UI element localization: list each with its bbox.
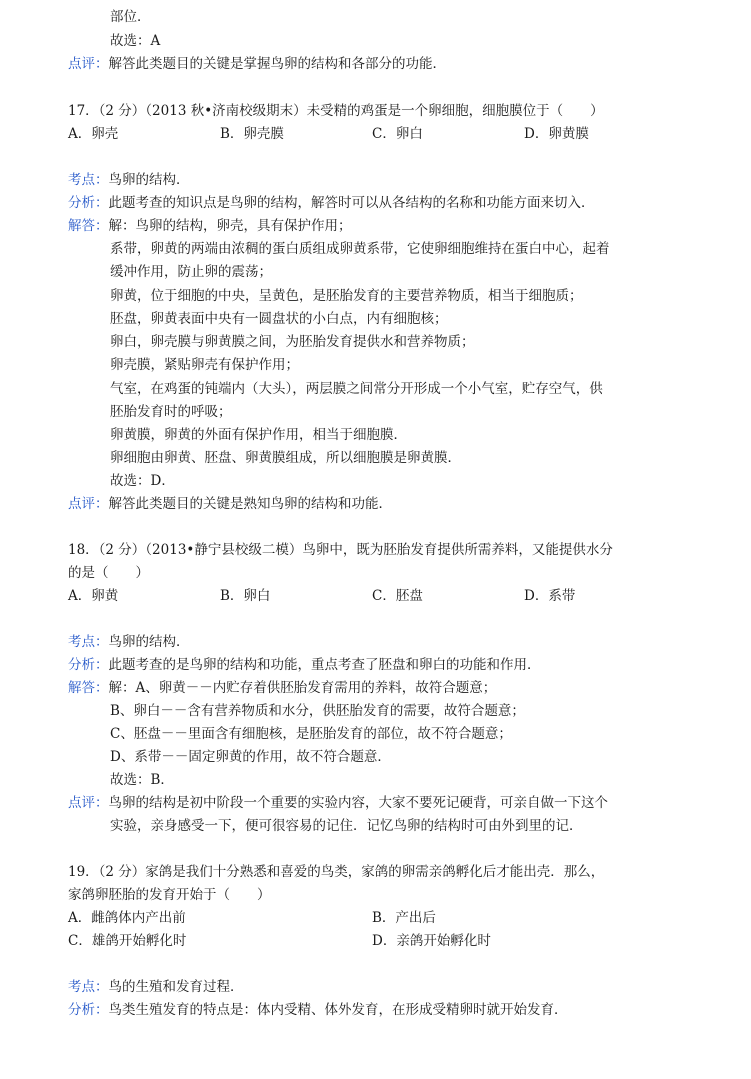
q18-jieda: [68, 679, 496, 697]
q17-jieda-line: 胚盘，卵黄表面中央有一圆盘状的小白点，内有细胞核；: [110, 311, 448, 327]
review-label: 点评：: [68, 795, 109, 811]
q18-jieda-line: B、卵白－－含有营养物质和水分，供胚胎发育的需要，故符合题意；: [110, 703, 525, 719]
q19-option-a: A．雌鸽体内产出前: [68, 910, 186, 926]
q19-kaodian: [68, 978, 244, 996]
q18-answer-choice: 故选：B．: [110, 772, 174, 788]
fenxi-text: 鸟类生殖发育的特点是：体内受精、体外发育，在形成受精卵时就开始发育．: [108, 1002, 568, 1018]
q17-jieda-line: 卵黄膜，卵黄的外面有保护作用，相当于细胞膜．: [110, 427, 407, 443]
q19-stem-cont: 家鸽卵胚胎的发育开始于（ ）: [68, 887, 271, 903]
q17-kaodian: [68, 171, 190, 189]
q17-fenxi: [68, 194, 595, 212]
review-label: 点评：: [68, 496, 109, 512]
q18-stem: 18．（2 分）（2013•静宁县校级二模）鸟卵中，既为胚胎发育提供所需养料，又能提供水分: [68, 542, 613, 558]
q17-jieda-line: 卵黄，位于细胞的中央，呈黄色，是胚胎发育的主要营养物质，相当于细胞质；: [110, 288, 583, 304]
q19-stem: 19．（2 分）家鸽是我们十分熟悉和喜爱的鸟类，家鸽的卵需亲鸽孵化后才能出壳．那么，: [68, 864, 605, 880]
fenxi-label: 分析：: [68, 195, 109, 211]
q17-jieda-line: 胚胎发育时的呼吸；: [110, 404, 232, 420]
fenxi-label: 分析：: [68, 657, 109, 673]
q18-kaodian: [68, 633, 190, 651]
q18-option-c: C．胚盘: [372, 588, 423, 604]
jieda-label: 解答：: [68, 218, 109, 234]
jieda-text: 解：鸟卵的结构，卵壳，具有保护作用；: [108, 218, 352, 234]
q18-jieda-line: D、系带－－固定卵黄的作用，故不符合题意．: [110, 749, 391, 765]
q17-review: [68, 495, 392, 513]
kaodian-text: 鸟的生殖和发育过程．: [108, 979, 244, 995]
kaodian-text: 鸟卵的结构．: [108, 634, 190, 650]
review-label: 点评：: [68, 56, 109, 72]
previous-answer-text: 部位．: [110, 9, 151, 25]
q19-option-b: B．产出后: [372, 910, 436, 926]
review-text: 鸟卵的结构是初中阶段一个重要的实验内容，大家不要死记硬背，可亲自做一下这个: [108, 795, 608, 811]
fenxi-text: 此题考查的是鸟卵的结构和功能，重点考查了胚盘和卵白的功能和作用．: [108, 657, 541, 673]
kaodian-label: 考点：: [68, 172, 109, 188]
q18-stem-cont: 的是（ ）: [68, 565, 149, 581]
q17-jieda-line: 卵白，卵壳膜与卵黄膜之间，为胚胎发育提供水和营养物质；: [110, 334, 475, 350]
q17-jieda-line: 缓冲作用，防止卵的震荡；: [110, 264, 272, 280]
q17-jieda-line: 系带，卵黄的两端由浓稠的蛋白质组成卵黄系带，它使卵细胞维持在蛋白中心，起着: [110, 241, 610, 257]
q18-option-a: A．卵黄: [68, 588, 119, 604]
q17-option-b: B．卵壳膜: [220, 126, 284, 142]
jieda-text: 解：A、卵黄－－内贮存着供胚胎发育需用的养料，故符合题意；: [108, 680, 497, 696]
q18-fenxi: [68, 656, 541, 674]
kaodian-text: 鸟卵的结构．: [108, 172, 190, 188]
review-text: 解答此类题目的关键是掌握鸟卵的结构和各部分的功能．: [108, 56, 446, 72]
q18-jieda-line: C、胚盘－－里面含有细胞核，是胚胎发育的部位，故不符合题意；: [110, 726, 512, 742]
q17-stem: 17．（2 分）（2013 秋•济南校级期末）未受精的鸡蛋是一个卵细胞，细胞膜位于（ ）: [68, 103, 604, 119]
fenxi-label: 分析：: [68, 1002, 109, 1018]
previous-review: [68, 55, 446, 73]
q18-option-b: B．卵白: [220, 588, 271, 604]
q17-option-a: A．卵壳: [68, 126, 119, 142]
q17-jieda-line: 卵壳膜，紧贴卵壳有保护作用；: [110, 357, 299, 373]
fenxi-text: 此题考查的知识点是鸟卵的结构，解答时可以从各结构的名称和功能方面来切入．: [108, 195, 595, 211]
q17-option-d: D．卵黄膜: [524, 126, 589, 142]
previous-answer-choice: 故选：A: [110, 33, 161, 49]
q17-answer-choice: 故选：D．: [110, 473, 175, 489]
q17-jieda-line: 气室，在鸡蛋的钝端内（大头），两层膜之间常分开形成一个小气室，贮存空气，供: [110, 381, 603, 397]
q18-option-d: D．系带: [524, 588, 576, 604]
q19-option-d: D．亲鸽开始孵化时: [372, 933, 491, 949]
q17-option-c: C．卵白: [372, 126, 423, 142]
q18-review-cont: 实验，亲身感受一下，便可很容易的记住．记忆鸟卵的结构时可由外到里的记．: [110, 818, 583, 834]
q17-jieda: [68, 217, 352, 235]
kaodian-label: 考点：: [68, 634, 109, 650]
review-text: 解答此类题目的关键是熟知鸟卵的结构和功能．: [108, 496, 392, 512]
jieda-label: 解答：: [68, 680, 109, 696]
kaodian-label: 考点：: [68, 979, 109, 995]
q19-option-c: C．雄鸽开始孵化时: [68, 933, 187, 949]
q19-fenxi: [68, 1001, 568, 1019]
q17-jieda-line: 卵细胞由卵黄、胚盘、卵黄膜组成，所以细胞膜是卵黄膜．: [110, 450, 461, 466]
q18-review: [68, 794, 608, 812]
